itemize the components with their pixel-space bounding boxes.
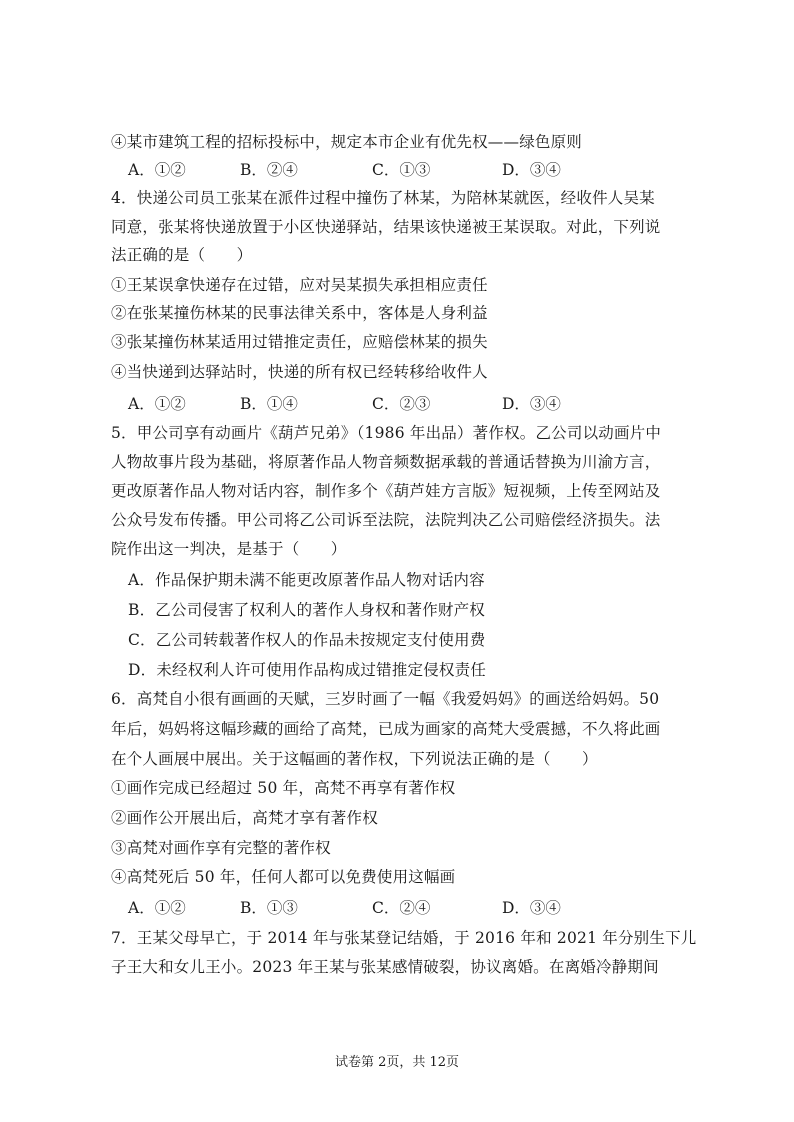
q5-stem-line: 5．甲公司享有动画片《葫芦兄弟》（1986 年出品）著作权。乙公司以动画片中 bbox=[111, 424, 662, 442]
q5-option-b[interactable]: B．乙公司侵害了权利人的著作人身权和著作财产权 bbox=[128, 601, 485, 619]
q5-option-a[interactable]: A．作品保护期未满不能更改原著作品人物对话内容 bbox=[128, 571, 485, 589]
q5-stem-line: 院作出这一判决，是基于（ ） bbox=[111, 540, 347, 558]
q4-statement-3: ③张某撞伤林某适用过错推定责任，应赔偿林某的损失 bbox=[111, 333, 488, 351]
q4-statement-1: ①王某误拿快递存在过错，应对吴某损失承担相应责任 bbox=[111, 276, 488, 294]
q3-option-c[interactable]: C．①③ bbox=[372, 161, 431, 179]
q4-option-a[interactable]: A．①② bbox=[128, 395, 186, 413]
q6-stem-line: 年后，妈妈将这幅珍藏的画给了高梵，已成为画家的高梵大受震撼，不久将此画 bbox=[111, 720, 661, 738]
q6-statement-2: ②画作公开展出后，高梵才享有著作权 bbox=[111, 809, 378, 827]
q6-option-d[interactable]: D．③④ bbox=[502, 899, 561, 917]
q4-stem-line: 同意，张某将快递放置于小区快递驿站，结果该快递被王某误取。对此，下列说 bbox=[111, 218, 661, 236]
q4-statement-4: ④当快递到达驿站时，快递的所有权已经转移给收件人 bbox=[111, 363, 488, 381]
q6-stem-line: 在个人画展中展出。关于这幅画的著作权，下列说法正确的是（ ） bbox=[111, 750, 598, 768]
q3-option-a[interactable]: A．①② bbox=[128, 161, 186, 179]
q7-stem-line: 7．王某父母早亡，于 2014 年与张某登记结婚，于 2016 年和 2021 年分别生下儿 bbox=[111, 929, 697, 947]
q5-stem-line: 公众号发布传播。甲公司将乙公司诉至法院，法院判决乙公司赔偿经济损失。法 bbox=[111, 511, 661, 529]
q3-statement-4: ④某市建筑工程的招标投标中，规定本市企业有优先权——绿色原则 bbox=[111, 133, 583, 151]
q4-option-c[interactable]: C．②③ bbox=[372, 395, 431, 413]
q4-option-b[interactable]: B．①④ bbox=[240, 395, 298, 413]
q3-option-d[interactable]: D．③④ bbox=[502, 161, 561, 179]
q6-statement-3: ③高梵对画作享有完整的著作权 bbox=[111, 839, 331, 857]
q4-stem-line: 4．快递公司员工张某在派件过程中撞伤了林某，为陪林某就医，经收件人吴某 bbox=[111, 189, 655, 207]
q4-statement-2: ②在张某撞伤林某的民事法律关系中，客体是人身利益 bbox=[111, 304, 488, 322]
q4-options bbox=[128, 393, 688, 415]
q6-option-c[interactable]: C．②④ bbox=[372, 899, 431, 917]
q7-stem-line: 子王大和女儿王小。2023 年王某与张某感情破裂，协议离婚。在离婚冷静期间 bbox=[111, 958, 659, 976]
q6-statement-4: ④高梵死后 50 年，任何人都可以免费使用这幅画 bbox=[111, 868, 456, 886]
q3-option-b[interactable]: B．②④ bbox=[240, 161, 298, 179]
q6-option-a[interactable]: A．①② bbox=[128, 899, 186, 917]
q6-stem-line: 6．高梵自小很有画画的天赋，三岁时画了一幅《我爱妈妈》的画送给妈妈。50 bbox=[111, 690, 660, 708]
q6-statement-1: ①画作完成已经超过 50 年，高梵不再享有著作权 bbox=[111, 779, 456, 797]
q4-option-d[interactable]: D．③④ bbox=[502, 395, 561, 413]
page-footer: 试卷第 2页，共 12页 bbox=[334, 1055, 460, 1070]
q3-options bbox=[128, 159, 688, 181]
q5-stem-line: 更改原著作品人物对话内容，制作多个《葫芦娃方言版》短视频，上传至网站及 bbox=[111, 482, 661, 500]
q5-stem-line: 人物故事片段为基础，将原著作品人物音频数据承载的普通话替换为川渝方言， bbox=[111, 453, 661, 471]
q5-option-c[interactable]: C．乙公司转载著作权人的作品未按规定支付使用费 bbox=[128, 631, 486, 649]
q4-stem-line: 法正确的是（ ） bbox=[111, 246, 253, 264]
q6-options bbox=[128, 897, 688, 919]
q6-option-b[interactable]: B．①③ bbox=[240, 899, 298, 917]
q5-option-d[interactable]: D．未经权利人许可使用作品构成过错推定侵权责任 bbox=[128, 661, 487, 679]
